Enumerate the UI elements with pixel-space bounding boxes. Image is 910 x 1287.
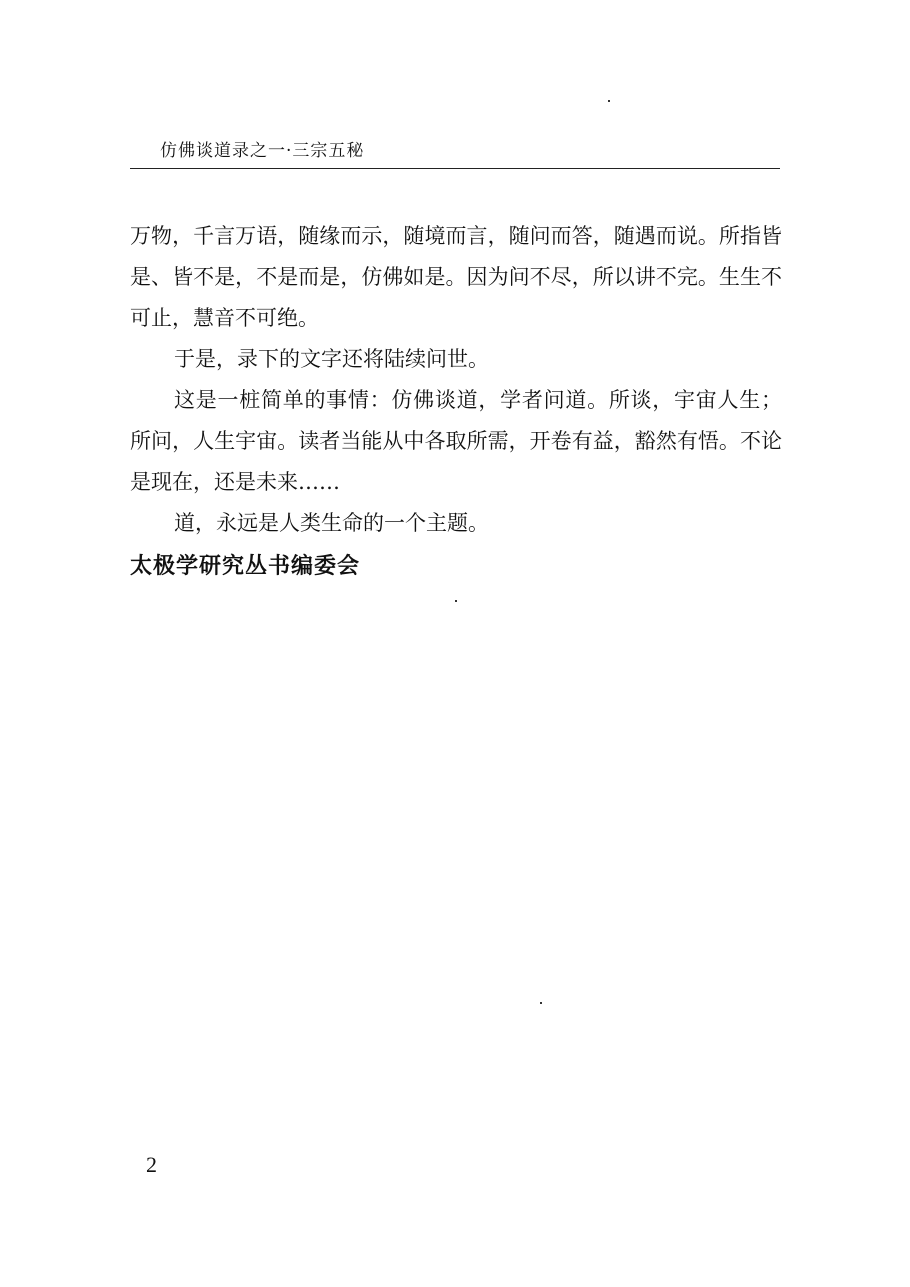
header-rule [130, 168, 780, 169]
scan-speck [608, 100, 610, 102]
paragraph: 道，永远是人类生命的一个主题。 [174, 511, 489, 535]
signature-editorial-board: 太极学研究丛书编委会 [130, 554, 361, 579]
paragraph: 这是一桩简单的事情：仿佛谈道，学者问道。所谈，宇宙人生；所问，人生宇宙。读者当能从中各取所需，开卷有益，豁然有悟。不论是现在，还是未来…… [130, 388, 782, 494]
scan-speck [540, 1002, 542, 1004]
paragraph-continued: 万物，千言万语，随缘而示，随境而言，随问而答，随遇而说。所指皆是、皆不是，不是而是，仿佛如是。因为问不尽，所以讲不完。生生不可止，慧音不可绝。 [130, 224, 782, 330]
body-text [130, 216, 782, 584]
page-number: 2 [146, 1152, 157, 1177]
running-header-title: 仿佛谈道录之一·三宗五秘 [160, 141, 365, 161]
scan-speck [455, 600, 457, 602]
paragraph: 于是，录下的文字还将陆续问世。 [174, 347, 489, 371]
